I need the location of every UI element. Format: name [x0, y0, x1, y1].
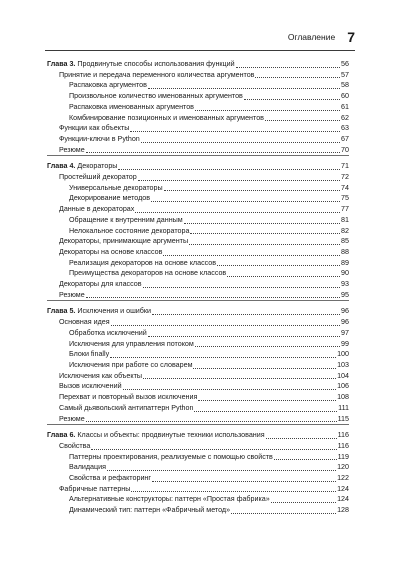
toc-entry-title — [69, 268, 226, 279]
toc-page-number: 77 — [341, 205, 349, 214]
toc-entry-title — [59, 403, 193, 414]
toc-entry-title — [59, 371, 142, 382]
toc-entry-title — [59, 145, 85, 156]
toc-leader-dots — [266, 438, 337, 439]
toc-leader-dots — [194, 411, 337, 412]
toc-entry-text: Произвольное количество именованных аргументов — [69, 92, 243, 101]
toc-leader-dots — [198, 400, 336, 401]
toc-entry[interactable] — [47, 215, 349, 226]
toc-leader-dots — [91, 449, 336, 450]
toc-leader-dots — [195, 346, 340, 347]
toc-leader-dots — [190, 233, 340, 234]
toc-entry-text: Классы и объекты: продвинутые техники использования — [77, 431, 265, 440]
toc-entry-title — [59, 317, 110, 328]
toc-entry-text: Обработка исключений — [69, 328, 147, 337]
toc-page-number: 61 — [341, 102, 349, 111]
toc-leader-dots — [141, 142, 340, 143]
running-title: Оглавление — [287, 32, 336, 42]
toc-leader-dots — [151, 201, 340, 202]
toc-entry-title — [69, 226, 189, 237]
toc-page-number: 95 — [341, 290, 349, 299]
toc-page-number: 88 — [341, 247, 349, 256]
toc-entry[interactable] — [47, 70, 349, 81]
header-rule — [45, 50, 355, 51]
toc-page-number: 62 — [341, 113, 349, 122]
toc-page-number: 85 — [341, 237, 349, 246]
toc-entry[interactable] — [47, 494, 349, 505]
toc-page-number: 70 — [341, 145, 349, 154]
toc-leader-dots — [189, 244, 340, 245]
toc-entry[interactable] — [47, 441, 349, 452]
toc-entry-title — [69, 258, 216, 269]
toc-entry-text: Исключения при работе со словарем — [69, 360, 193, 369]
toc-leader-dots — [217, 265, 340, 266]
toc-entry[interactable] — [47, 392, 349, 403]
toc-leader-dots — [111, 325, 340, 326]
toc-entry-text: Универсальные декораторы — [69, 183, 163, 192]
toc-entry-text: Комбинирование позиционных и именованных аргументов — [69, 113, 264, 122]
toc-page-number: 128 — [337, 506, 349, 515]
toc-entry-title — [69, 462, 106, 473]
toc-entry-text: Свойства — [59, 441, 91, 450]
toc-page-number: 67 — [341, 134, 349, 143]
toc-page-number: 122 — [337, 474, 349, 483]
toc-entry[interactable] — [47, 452, 349, 463]
toc-entry-text: Простейший декоратор — [59, 173, 137, 182]
toc-entry-text: Продвинутые способы использования функций — [77, 60, 235, 68]
toc-entry-text: Резюме — [59, 290, 85, 299]
toc-page-number: 82 — [341, 226, 349, 235]
toc-page-number: 56 — [341, 60, 349, 68]
toc-entry[interactable] — [47, 360, 349, 371]
toc-entry-title — [69, 473, 151, 484]
toc-chapter-heading[interactable] — [47, 59, 349, 70]
toc-leader-dots — [236, 67, 340, 68]
toc-entry-title — [59, 484, 130, 495]
toc-page-number: 115 — [337, 414, 349, 423]
toc-entry[interactable] — [47, 462, 349, 473]
toc-entry-title — [59, 123, 129, 134]
table-of-contents — [47, 59, 349, 521]
toc-page-number: 124 — [337, 484, 349, 493]
toc-entry[interactable] — [47, 328, 349, 339]
toc-entry-title — [69, 183, 163, 194]
toc-entry[interactable] — [47, 339, 349, 350]
toc-entry-title — [59, 247, 162, 258]
toc-page-number: 111 — [338, 403, 349, 412]
toc-entry-title — [59, 70, 254, 81]
toc-page-number: 124 — [337, 495, 349, 504]
toc-entry[interactable] — [47, 226, 349, 237]
toc-entry-text: Вызов исключений — [59, 382, 122, 391]
toc-page-number: 57 — [341, 70, 349, 79]
toc-leader-dots — [163, 255, 340, 256]
toc-entry-text: Реализация декораторов на основе классов — [69, 258, 217, 267]
toc-entry[interactable] — [47, 268, 349, 279]
toc-leader-dots — [184, 223, 340, 224]
toc-leader-dots — [118, 169, 340, 170]
toc-leader-dots — [123, 389, 337, 390]
toc-entry[interactable] — [47, 172, 349, 183]
toc-entry-text: Принятие и передача переменного количества аргументов — [59, 70, 255, 79]
toc-entry-title — [69, 494, 270, 505]
toc-entry-title — [47, 161, 117, 172]
toc-entry-text: Нелокальное состояние декоратора — [69, 226, 190, 235]
toc-entry-title — [69, 339, 194, 350]
toc-page-number: 74 — [341, 183, 349, 192]
toc-page-number: 108 — [337, 393, 349, 402]
toc-leader-dots — [231, 513, 336, 514]
toc-entry-title — [59, 134, 140, 145]
toc-entry[interactable] — [47, 317, 349, 328]
toc-entry-title — [69, 193, 150, 204]
toc-entry-title — [69, 80, 147, 91]
toc-entry[interactable] — [47, 123, 349, 134]
toc-page-number: 89 — [341, 258, 349, 267]
toc-entry[interactable] — [47, 113, 349, 124]
toc-entry-title — [59, 290, 85, 301]
toc-entry-text: Перехват и повторный вызов исключения — [59, 393, 198, 402]
toc-chapter — [47, 430, 349, 516]
toc-entry-title — [69, 349, 109, 360]
toc-entry-title — [59, 441, 90, 452]
toc-entry-text: Исключения и ошибки — [77, 307, 152, 316]
toc-page-number: 120 — [337, 463, 349, 472]
toc-page-number: 60 — [341, 92, 349, 101]
toc-entry-text: Альтернативные конструкторы: паттерн «Простая фабрика» — [69, 495, 270, 504]
toc-entry[interactable] — [47, 183, 349, 194]
toc-entry[interactable] — [47, 381, 349, 392]
toc-leader-dots — [148, 336, 340, 337]
toc-leader-dots — [148, 88, 340, 89]
toc-entry[interactable] — [47, 349, 349, 360]
toc-entry-text: Свойства и рефакторинг — [69, 474, 151, 483]
toc-entry-title — [69, 215, 183, 226]
toc-chapter-label: Глава 6. — [47, 431, 76, 440]
toc-leader-dots — [193, 368, 336, 369]
toc-page-number: 58 — [341, 81, 349, 90]
toc-entry-text: Резюме — [59, 145, 85, 154]
toc-page-number: 97 — [341, 328, 349, 337]
toc-entry[interactable] — [47, 279, 349, 290]
toc-leader-dots — [244, 99, 340, 100]
toc-leader-dots — [135, 212, 340, 213]
toc-chapter-heading[interactable] — [47, 430, 349, 441]
toc-entry[interactable] — [47, 102, 349, 113]
toc-page-number: 119 — [337, 452, 349, 461]
toc-chapter — [47, 59, 349, 156]
toc-entry-text: Декораторы, принимающие аргументы — [59, 237, 189, 246]
toc-entry[interactable] — [47, 403, 349, 414]
toc-entry-text: Резюме — [59, 414, 85, 423]
toc-entry-text: Функции как объекты — [59, 124, 130, 133]
toc-entry[interactable] — [47, 204, 349, 215]
toc-page-number: 63 — [341, 124, 349, 133]
toc-entry-text: Декораторы для классов — [59, 280, 142, 289]
toc-entry[interactable] — [47, 371, 349, 382]
toc-page-number: 104 — [337, 371, 349, 380]
toc-chapter-label: Глава 5. — [47, 307, 76, 316]
toc-entry-title — [59, 172, 137, 183]
toc-entry-title — [47, 430, 265, 441]
toc-entry-text: Функции-ключи в Python — [59, 134, 140, 143]
toc-entry[interactable] — [47, 473, 349, 484]
toc-page-number: 99 — [341, 339, 349, 348]
toc-leader-dots — [152, 314, 340, 315]
toc-entry-text: Распаковка именованных аргументов — [69, 102, 194, 111]
toc-entry-text: Данные в декораторах — [59, 205, 135, 214]
toc-leader-dots — [274, 459, 337, 460]
toc-entry-title — [69, 91, 243, 102]
toc-leader-dots — [86, 152, 340, 153]
toc-entry-text: Самый дьявольский антипаттерн Python — [59, 403, 194, 412]
toc-page-number: 106 — [337, 382, 349, 391]
toc-entry-text: Распаковка аргументов — [69, 81, 147, 90]
toc-leader-dots — [195, 110, 340, 111]
toc-entry-text: Преимущества декораторов на основе классов — [69, 269, 227, 278]
toc-entry-text: Фабричные паттерны — [59, 484, 131, 493]
toc-entry-title — [59, 414, 85, 425]
toc-entry-text: Динамический тип: паттерн «Фабричный метод» — [69, 506, 231, 515]
toc-entry-title — [69, 102, 194, 113]
toc-leader-dots — [131, 491, 336, 492]
toc-entry-text: Исключения для управления потоком — [69, 339, 194, 348]
page-number: 7 — [347, 29, 355, 45]
toc-entry-title — [69, 328, 147, 339]
toc-leader-dots — [271, 502, 336, 503]
toc-entry-text: Паттерны проектирования, реализуемые с помощью свойств — [69, 452, 273, 461]
toc-leader-dots — [143, 378, 336, 379]
toc-entry-title — [59, 236, 188, 247]
toc-entry-text: Обращение к внутренним данным — [69, 215, 183, 224]
toc-page-number: 71 — [341, 162, 349, 171]
toc-page-number: 90 — [341, 269, 349, 278]
toc-entry[interactable] — [47, 91, 349, 102]
toc-leader-dots — [86, 297, 340, 298]
toc-page-number: 116 — [337, 441, 349, 450]
toc-chapter — [47, 161, 349, 301]
toc-entry-text: Блоки finally — [69, 350, 110, 359]
toc-page-number: 93 — [341, 280, 349, 289]
toc-entry-title — [69, 360, 192, 371]
toc-entry-title — [59, 392, 197, 403]
toc-entry[interactable] — [47, 80, 349, 91]
page-header — [45, 28, 355, 46]
toc-entry[interactable] — [47, 145, 349, 156]
toc-page-number: 96 — [341, 318, 349, 327]
toc-entry-title — [59, 381, 122, 392]
toc-entry-title — [47, 59, 235, 70]
toc-entry[interactable] — [47, 247, 349, 258]
toc-leader-dots — [138, 180, 340, 181]
toc-entry-title — [59, 204, 134, 215]
toc-entry[interactable] — [47, 236, 349, 247]
toc-chapter — [47, 306, 349, 425]
toc-page-number: 81 — [341, 215, 349, 224]
toc-page-number: 75 — [341, 194, 349, 203]
toc-entry[interactable] — [47, 414, 349, 425]
toc-entry-title — [69, 452, 273, 463]
toc-leader-dots — [227, 276, 340, 277]
toc-entry[interactable] — [47, 258, 349, 269]
toc-leader-dots — [110, 357, 336, 358]
toc-entry-title — [47, 306, 151, 317]
toc-entry-title — [59, 279, 142, 290]
toc-page-number: 72 — [341, 173, 349, 182]
toc-entry[interactable] — [47, 290, 349, 301]
toc-leader-dots — [143, 287, 341, 288]
toc-chapter-label: Глава 4. — [47, 162, 76, 171]
toc-leader-dots — [86, 421, 337, 422]
toc-page-number: 96 — [341, 307, 349, 316]
toc-entry-text: Декораторы — [77, 162, 118, 171]
toc-entry-text: Декораторы на основе классов — [59, 247, 163, 256]
toc-leader-dots — [152, 481, 336, 482]
toc-leader-dots — [130, 131, 340, 132]
toc-entry-text: Декорирование методов — [69, 194, 151, 203]
toc-entry-text: Исключения как объекты — [59, 371, 142, 380]
toc-entry-text: Валидация — [69, 463, 106, 472]
toc-entry-title — [69, 505, 230, 516]
toc-entry-title — [69, 113, 264, 124]
toc-page-number: 100 — [337, 350, 349, 359]
toc-entry[interactable] — [47, 193, 349, 204]
toc-leader-dots — [107, 470, 336, 471]
toc-page-number: 103 — [337, 360, 349, 369]
toc-chapter-heading[interactable] — [47, 306, 349, 317]
toc-entry[interactable] — [47, 134, 349, 145]
toc-chapter-heading[interactable] — [47, 161, 349, 172]
toc-entry[interactable] — [47, 505, 349, 516]
toc-entry-text: Основная идея — [59, 318, 110, 327]
toc-leader-dots — [164, 190, 340, 191]
toc-entry[interactable] — [47, 484, 349, 495]
toc-leader-dots — [265, 120, 340, 121]
toc-chapter-label: Глава 3. — [47, 60, 76, 68]
toc-leader-dots — [255, 77, 340, 78]
toc-page-number: 116 — [337, 431, 349, 440]
